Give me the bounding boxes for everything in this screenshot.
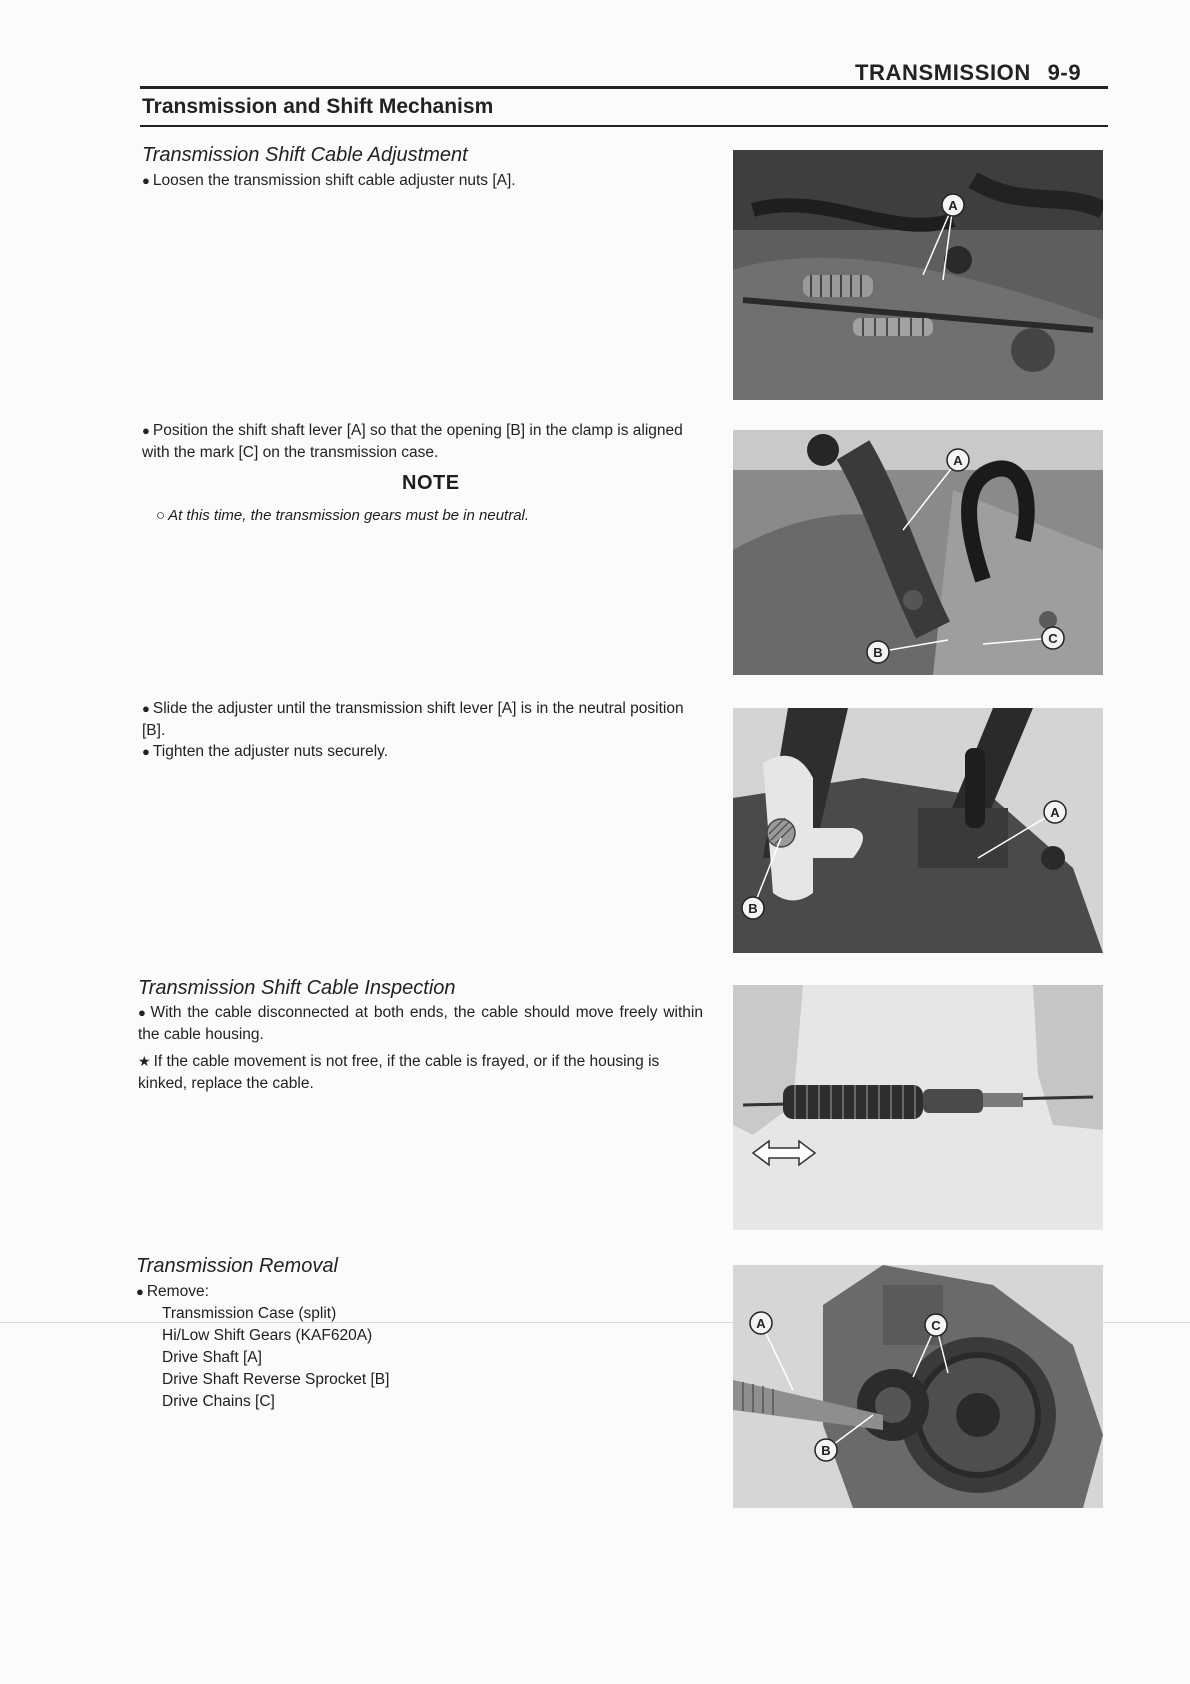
- inspect-step-2-text: If the cable movement is not free, if the cable is frayed, or if the housing is kinked, replace the cable.: [138, 1053, 660, 1092]
- figure-cable-inspection: [733, 985, 1103, 1230]
- figure-neutral-position: [733, 708, 1103, 953]
- callout-label: B: [873, 645, 883, 660]
- section-rule: [140, 125, 1108, 127]
- callout-label: A: [948, 198, 958, 213]
- callout-label: A: [953, 453, 963, 468]
- inspect-step-1-text: With the cable disconnected at both ends, the cable should move freely within the cable housing.: [138, 1004, 703, 1043]
- adjust-step-3-text: Slide the adjuster until the transmission shift lever [A] is in the neutral position [B].: [142, 700, 684, 739]
- chapter-title: TRANSMISSION: [855, 60, 1031, 85]
- figure-shift-lever: [733, 430, 1103, 675]
- callout-label: B: [748, 901, 758, 916]
- list-item: Drive Shaft [A]: [162, 1349, 262, 1366]
- inspect-step-1: [138, 1002, 703, 1046]
- figure-transmission-removal: [733, 1265, 1103, 1508]
- adjustment-heading: Transmission Shift Cable Adjustment: [142, 144, 468, 166]
- callout-label: C: [1048, 631, 1058, 646]
- list-item: Drive Shaft Reverse Sprocket [B]: [162, 1371, 390, 1388]
- adjust-step-2-text: Position the shift shaft lever [A] so that the opening [B] in the clamp is aligned with the mark [C] on the transmission case.: [142, 422, 683, 461]
- adjust-step-1: ● Loosen the transmission shift cable adjuster nuts [A].: [142, 170, 702, 192]
- inspect-step-2: [138, 1050, 703, 1095]
- removal-intro: ● Remove:: [136, 1281, 209, 1303]
- callout-label: B: [821, 1443, 831, 1458]
- list-item: Transmission Case (split): [162, 1305, 337, 1322]
- adjust-step-3: [142, 698, 702, 742]
- callout-label: A: [1050, 805, 1060, 820]
- page-header: [855, 60, 1081, 86]
- list-item: Hi/Low Shift Gears (KAF620A): [162, 1327, 373, 1344]
- list-item: Drive Chains [C]: [162, 1393, 275, 1410]
- callout-label: C: [931, 1318, 941, 1333]
- section-title: Transmission and Shift Mechanism: [142, 95, 494, 118]
- inspection-heading: Transmission Shift Cable Inspection: [138, 977, 456, 999]
- note-title: NOTE: [402, 472, 460, 494]
- header-rule: [140, 86, 1108, 89]
- removal-heading: Transmission Removal: [136, 1255, 338, 1277]
- removal-list: [138, 1303, 389, 1413]
- adjust-step-2: [142, 420, 702, 464]
- page-number: 9-9: [1047, 60, 1082, 85]
- adjust-step-4: ● Tighten the adjuster nuts securely.: [142, 741, 702, 763]
- callout-label: A: [756, 1316, 766, 1331]
- figure-cable-adjuster: [733, 150, 1103, 400]
- note-text: ○ At this time, the transmission gears must be in neutral.: [156, 507, 696, 524]
